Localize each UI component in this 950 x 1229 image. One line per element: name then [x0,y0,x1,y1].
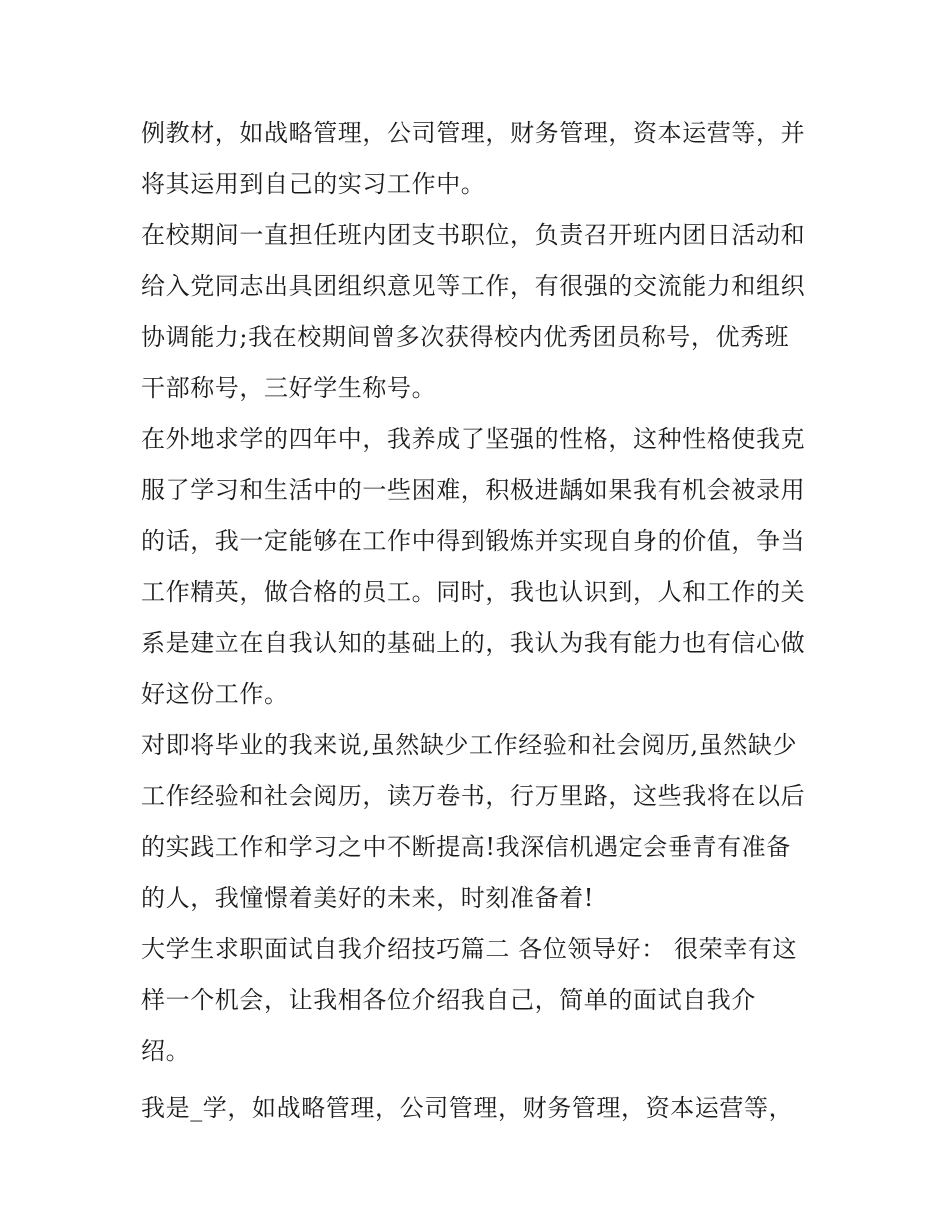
text-line: 工作精英，做合格的员工。同时，我也认识到，人和工作的关 [141,578,806,606]
text-line: 的话，我一定能够在工作中得到锻炼并实现自身的价值，争当 [141,527,806,555]
text-line: 工作经验和社会阅历，读万卷书，行万里路，这些我将在以后 [141,782,806,810]
text-line: 我是_学，如战略管理，公司管理，财务管理，资本运营等， [141,1094,794,1122]
text-line: 干部称号，三好学生称号。 [141,374,437,402]
text-line: 将其运用到自己的实习工作中。 [141,170,486,198]
text-line: 在外地求学的四年中，我养成了坚强的性格，这种性格使我克 [141,425,806,453]
text-line: 的人，我憧憬着美好的未来，时刻准备着! [141,884,595,912]
text-line: 例教材，如战略管理，公司管理，财务管理，资本运营等，并 [141,119,806,147]
text-line: 绍。 [141,1037,191,1065]
text-line: 样一个机会，让我相各位介绍我自己，简单的面试自我介 [141,986,756,1014]
text-line: 对即将毕业的我来说,虽然缺少工作经验和社会阅历,虽然缺少 [141,731,798,759]
text-line: 大学生求职面试自我介绍技巧篇二 各位领导好： 很荣幸有这 [141,935,798,963]
text-line: 服了学习和生活中的一些困难，积极进龋如果我有机会被录用 [141,476,806,504]
text-line: 好这份工作。 [141,680,289,708]
text-line: 在校期间一直担任班内团支书职位，负责召开班内团日活动和 [141,221,806,249]
text-line: 系是建立在自我认知的基础上的，我认为我有能力也有信心做 [141,629,806,657]
text-line: 的实践工作和学习之中不断提高!我深信机遇定会垂青有准备 [141,833,791,861]
document-body [141,108,813,1134]
text-line: 协调能力;我在校期间曾多次获得校内优秀团员称号，优秀班 [141,323,790,351]
text-line: 给入党同志出具团组织意见等工作，有很强的交流能力和组织 [141,272,806,300]
